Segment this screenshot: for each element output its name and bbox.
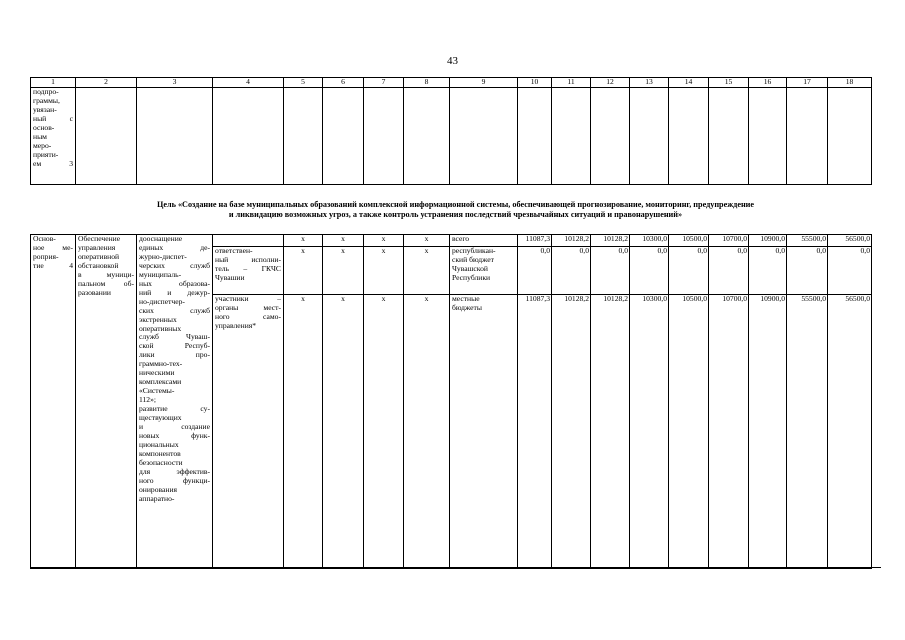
text-line: участники – — [215, 294, 281, 303]
text-line: лики про- — [139, 350, 210, 360]
funding-source-cell — [450, 295, 518, 569]
text-line: Республики — [452, 272, 491, 282]
text-line: но-диспетчер- — [139, 296, 185, 306]
column-number-16: 16 — [749, 78, 787, 88]
amount-cell: 11087,3 — [518, 235, 552, 247]
text-line: единых де- — [139, 242, 210, 252]
amount-cell: 55500,0 — [787, 235, 828, 247]
amount-cell: 0,0 — [518, 247, 552, 295]
column-number-4: 4 — [213, 78, 284, 88]
table-continuation — [30, 77, 872, 185]
text-line: подпро- — [33, 87, 59, 96]
text-line: муниципаль- — [139, 269, 182, 279]
amount-cell: 0,0 — [749, 247, 787, 295]
text-line: экстренных — [139, 314, 177, 324]
text-line: бюджеты — [452, 302, 482, 312]
continuation-row — [31, 88, 872, 185]
amount-cell: 0,0 — [709, 247, 749, 295]
amount-cell: 10128,2 — [552, 235, 591, 247]
event-description-cell — [137, 235, 213, 569]
text-line: безопасности — [139, 457, 183, 467]
text-line: новых функ- — [139, 430, 210, 440]
amount-cell: 10128,2 — [591, 295, 630, 569]
continuation-cell-1 — [31, 88, 76, 185]
column-number-15: 15 — [709, 78, 749, 88]
amount-cell: 10900,0 — [749, 295, 787, 569]
column-number-1: 1 — [31, 78, 76, 88]
text-line: ническими — [139, 368, 175, 378]
column-number-5: 5 — [284, 78, 323, 88]
column-number-18: 18 — [828, 78, 872, 88]
amount-cell: 10700,0 — [709, 235, 749, 247]
amount-cell: 10300,0 — [630, 295, 669, 569]
text-line: всего — [452, 234, 470, 243]
text-line: черских служб — [139, 260, 210, 270]
code-cell: х — [364, 235, 404, 247]
text-line: аппаратно- — [139, 493, 175, 503]
text-line: роприя- — [33, 251, 59, 261]
code-cell: х — [364, 247, 404, 295]
event-name-cell — [76, 235, 137, 569]
column-number-6: 6 — [323, 78, 364, 88]
text-line: для эффектив- — [139, 466, 210, 476]
responsible-cell — [213, 235, 284, 247]
continuation-text — [33, 88, 73, 169]
text-line: ное ме- — [33, 242, 73, 252]
code-cell: х — [284, 247, 323, 295]
text-line: меро- — [33, 140, 52, 150]
text-line: служб Чуваш- — [139, 332, 210, 342]
code-cell: х — [364, 295, 404, 569]
amount-cell: 0,0 — [591, 247, 630, 295]
goal-heading — [30, 200, 881, 221]
text-line: управления — [78, 242, 116, 252]
text-line: ских служб — [139, 305, 210, 315]
text-line: 112»; — [139, 395, 157, 405]
amount-cell: 10500,0 — [669, 295, 709, 569]
funding-source-cell — [450, 247, 518, 295]
text-line: тель – ГКЧС — [215, 263, 281, 273]
amount-cell: 0,0 — [669, 247, 709, 295]
text-line: дооснащение — [139, 234, 183, 243]
text-line: и создание — [139, 422, 210, 432]
code-cell: х — [404, 247, 450, 295]
text-line: граммы, — [33, 95, 60, 105]
text-line: ного само- — [215, 311, 281, 321]
table-bottom-border — [30, 567, 881, 568]
text-line: разовании — [78, 287, 111, 297]
text-line: оперативной — [78, 251, 120, 261]
amount-cell: 10128,2 — [591, 235, 630, 247]
text-line: управления* — [215, 320, 257, 330]
amount-cell: 10700,0 — [709, 295, 749, 569]
goal-heading-line-1: Цель «Создание на базе муниципальных образований комплексной информационной системы, обеспечивающей прогнозирование, мониторинг, предупреждение — [156, 200, 755, 209]
text-line: ный с — [33, 113, 73, 123]
text-line: журно-диспет- — [139, 251, 187, 261]
amount-cell: 0,0 — [552, 247, 591, 295]
text-line: циональных — [139, 439, 179, 449]
text-line: ний и дежур- — [139, 287, 210, 297]
column-number-2: 2 — [76, 78, 137, 88]
text-line: местные — [452, 294, 480, 303]
text-line: ным — [33, 131, 47, 141]
text-line: ществующих — [139, 413, 182, 423]
column-number-row — [31, 78, 872, 88]
column-number-10: 10 — [518, 78, 552, 88]
amount-cell: 56500,0 — [828, 295, 872, 569]
code-cell: х — [284, 235, 323, 247]
text-line: ного функци- — [139, 475, 210, 485]
code-cell: х — [404, 235, 450, 247]
funding-source-cell — [450, 235, 518, 247]
text-line: «Системы- — [139, 386, 175, 396]
text-line: пальном об- — [78, 278, 134, 288]
text-line: развитие су- — [139, 404, 210, 414]
amount-cell: 0,0 — [630, 247, 669, 295]
code-cell: х — [323, 235, 364, 247]
responsible-cell — [213, 295, 284, 569]
amount-cell: 10300,0 — [630, 235, 669, 247]
text-line: Основ- — [33, 234, 56, 243]
text-line: ных образова- — [139, 278, 210, 288]
column-number-8: 8 — [404, 78, 450, 88]
text-line: комплексами — [139, 377, 182, 387]
text-line: Обеспечение — [78, 234, 121, 243]
amount-cell: 56500,0 — [828, 235, 872, 247]
amount-cell: 10500,0 — [669, 235, 709, 247]
column-number-13: 13 — [630, 78, 669, 88]
amount-cell: 55500,0 — [787, 295, 828, 569]
column-number-14: 14 — [669, 78, 709, 88]
column-number-17: 17 — [787, 78, 828, 88]
text-line: граммно-тех- — [139, 359, 183, 369]
text-line: ем 3 — [33, 158, 73, 168]
text-line: обстановкой — [78, 260, 119, 270]
text-line: в муници- — [78, 269, 134, 279]
text-line: ответствен- — [215, 246, 253, 255]
text-line: тие 4 — [33, 260, 73, 270]
text-line: Чувашии — [215, 272, 245, 282]
text-line: ский бюджет — [452, 254, 494, 264]
amount-cell: 0,0 — [787, 247, 828, 295]
table-row — [31, 235, 872, 247]
text-line: Чувашской — [452, 263, 488, 273]
column-number-12: 12 — [591, 78, 630, 88]
column-number-9: 9 — [450, 78, 518, 88]
text-line: основ- — [33, 122, 55, 132]
column-number-11: 11 — [552, 78, 591, 88]
table-event — [30, 234, 872, 569]
text-line: органы мест- — [215, 302, 281, 312]
amount-cell: 0,0 — [828, 247, 872, 295]
text-line: прияти- — [33, 149, 59, 159]
code-cell: х — [323, 247, 364, 295]
amount-cell: 10900,0 — [749, 235, 787, 247]
text-line: ской Респуб- — [139, 341, 210, 351]
code-cell: х — [323, 295, 364, 569]
text-line: увязан- — [33, 104, 57, 114]
text-line: компонентов — [139, 448, 181, 458]
text-line: ный исполни- — [215, 254, 281, 264]
page-number: 43 — [447, 55, 458, 67]
text-line: республикан- — [452, 246, 496, 255]
text-line: онирования — [139, 484, 177, 494]
text-line: оперативных — [139, 323, 182, 333]
code-cell: х — [404, 295, 450, 569]
column-number-3: 3 — [137, 78, 213, 88]
goal-heading-line-2: и ликвидацию возможных угроз, а также контроль устранения последствий чрезвычайных ситуаций и правонарушений» — [228, 210, 683, 220]
event-number-cell — [31, 235, 76, 569]
column-number-7: 7 — [364, 78, 404, 88]
responsible-cell — [213, 247, 284, 295]
code-cell: х — [284, 295, 323, 569]
amount-cell: 11087,3 — [518, 295, 552, 569]
amount-cell: 10128,2 — [552, 295, 591, 569]
